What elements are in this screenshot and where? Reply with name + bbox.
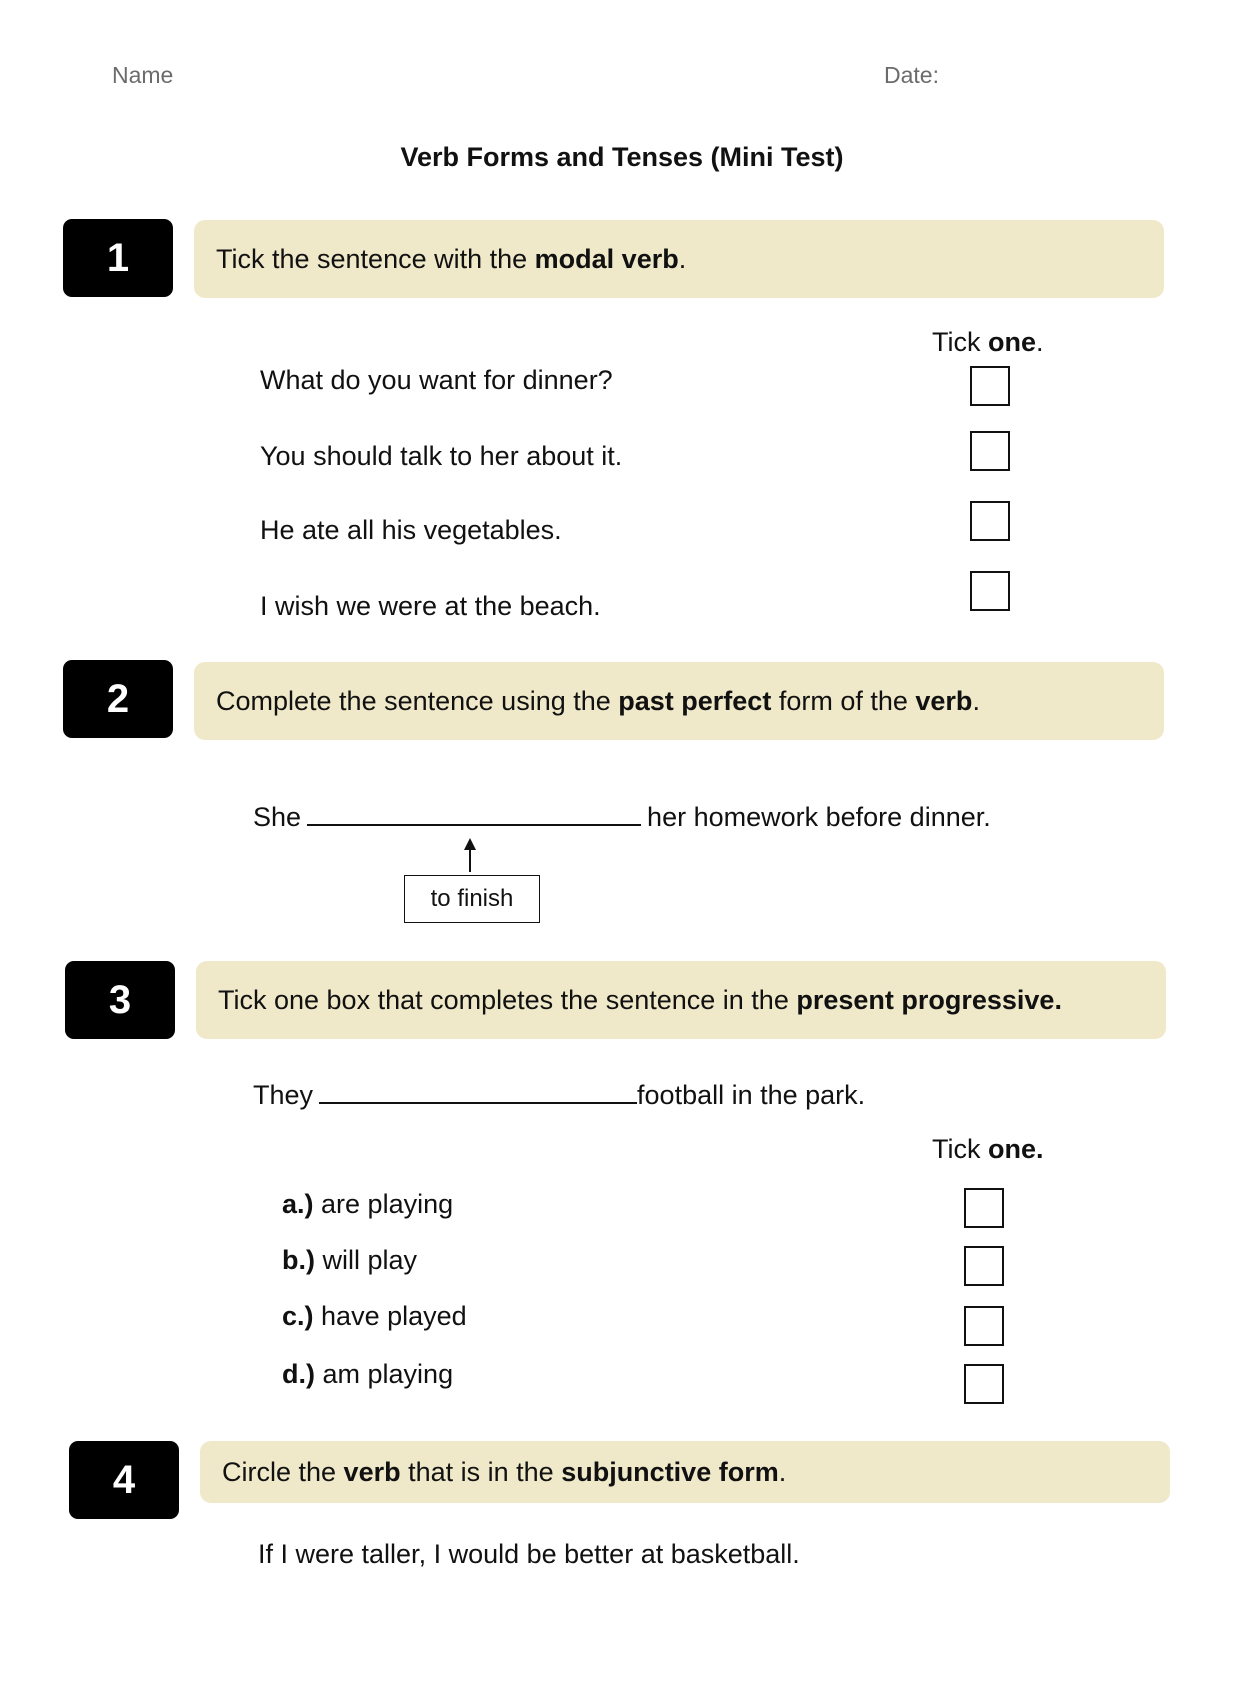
tick-bold: one (988, 327, 1037, 357)
tick-bold: one. (988, 1134, 1044, 1164)
sentence-start: They (253, 1080, 314, 1110)
verb-hint-box: to finish (404, 875, 540, 923)
question-3-tick-one (932, 1134, 1044, 1165)
name-label: Name (112, 62, 174, 88)
question-3-sentence (253, 1078, 865, 1111)
option-text: have played (321, 1301, 467, 1331)
question-3-number: 3 (65, 961, 175, 1039)
option-label: a.) (282, 1189, 314, 1219)
option-label: c.) (282, 1301, 314, 1331)
option-text: will play (322, 1245, 418, 1275)
instruction-text: Circle the (222, 1456, 344, 1487)
option-text: are playing (321, 1189, 454, 1219)
instruction-bold: modal verb (534, 243, 679, 274)
question-1-tick-one (932, 327, 1044, 358)
tick-text: Tick (932, 1134, 988, 1164)
question-1-checkbox-1[interactable] (970, 366, 1010, 406)
tick-text: . (1036, 327, 1044, 357)
instruction-bold: verb (915, 685, 973, 716)
question-3-option-a (282, 1189, 453, 1220)
instruction-bold: past perfect (618, 685, 772, 716)
question-2-number: 2 (63, 660, 173, 738)
instruction-bold: subjunctive form (561, 1456, 779, 1487)
question-4-number: 4 (69, 1441, 179, 1519)
instruction-bold: verb (343, 1456, 401, 1487)
question-1-checkbox-2[interactable] (970, 431, 1010, 471)
sentence-end: football in the park. (637, 1080, 866, 1110)
instruction-text: . (972, 685, 980, 716)
instruction-text: Complete the sentence using the (216, 685, 619, 716)
instruction-text: . (778, 1456, 787, 1487)
page-title: Verb Forms and Tenses (Mini Test) (400, 142, 844, 172)
question-3-checkbox-c[interactable] (964, 1306, 1004, 1346)
question-1-option-1: What do you want for dinner? (260, 365, 613, 395)
instruction-text: that is in the (400, 1456, 562, 1487)
instruction-bold: present progressive. (796, 984, 1062, 1015)
question-4-sentence[interactable]: If I were taller, I would be better at basketball. (258, 1539, 800, 1569)
instruction-text: . (678, 243, 687, 274)
answer-blank[interactable] (307, 800, 641, 826)
instruction-text: Tick one box that completes the sentence in the (218, 984, 797, 1015)
question-3-checkbox-a[interactable] (964, 1188, 1004, 1228)
question-3-option-b (282, 1245, 417, 1276)
sentence-end: her homework before dinner. (647, 802, 991, 832)
question-1-option-3: He ate all his vegetables. (260, 515, 562, 545)
instruction-text: Tick the sentence with the (216, 243, 535, 274)
question-1-option-4: I wish we were at the beach. (260, 591, 601, 621)
question-3-option-d (282, 1359, 453, 1390)
option-text: am playing (322, 1359, 454, 1389)
question-3-instruction (196, 961, 1166, 1039)
question-3-checkbox-d[interactable] (964, 1364, 1004, 1404)
question-3-option-c (282, 1301, 467, 1332)
question-2-sentence (253, 800, 991, 833)
answer-blank[interactable] (319, 1078, 637, 1104)
date-label: Date: (884, 62, 939, 88)
question-2-instruction (194, 662, 1164, 740)
question-1-checkbox-4[interactable] (970, 571, 1010, 611)
question-4-instruction (200, 1441, 1170, 1503)
question-1-option-2: You should talk to her about it. (260, 441, 623, 471)
question-3-checkbox-b[interactable] (964, 1246, 1004, 1286)
instruction-text: form of the (771, 685, 916, 716)
arrow-up-icon (462, 838, 478, 872)
option-label: d.) (282, 1359, 315, 1389)
tick-text: Tick (932, 327, 988, 357)
question-1-instruction (194, 220, 1164, 298)
sentence-start: She (253, 802, 302, 832)
question-1-checkbox-3[interactable] (970, 501, 1010, 541)
option-label: b.) (282, 1245, 315, 1275)
question-1-number: 1 (63, 219, 173, 297)
